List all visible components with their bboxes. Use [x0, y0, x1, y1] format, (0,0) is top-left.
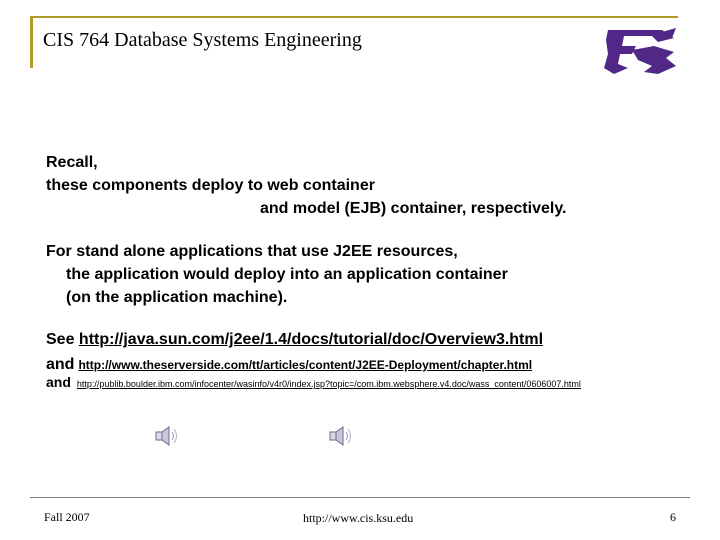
footer-divider [30, 497, 690, 498]
body-line-deploy: the application would deploy into an application container [66, 266, 508, 283]
wildcat-logo-icon [602, 24, 680, 80]
see-prefix: See [46, 331, 79, 348]
link-ibm-infocenter[interactable]: http://publib.boulder.ibm.com/infocenter/wasinfo/v4r0/index.jsp?topic=/com.ibm.websphere.v4.doc/wass_content/0606007.html [76, 379, 581, 389]
slide-title: CIS 764 Database Systems Engineering [43, 29, 362, 51]
footer-date: Fall 2007 [44, 510, 90, 524]
footer-url: http://www.cis.ksu.edu [303, 511, 414, 525]
speaker-icon[interactable] [154, 424, 182, 448]
see-reference [46, 331, 543, 349]
body-line-recall: Recall, [46, 154, 98, 171]
body-line-machine: (on the application machine). [66, 289, 288, 306]
link-sun-tutorial[interactable]: http://java.sun.com/j2ee/1.4/docs/tutorial/doc/Overview3.html [78, 331, 544, 348]
page-number: 6 [670, 510, 676, 524]
speaker-icon[interactable] [328, 424, 356, 448]
header-accent-horizontal [30, 16, 678, 18]
header-accent-vertical [30, 16, 33, 68]
link-theserverside[interactable]: http://www.theserverside.com/tt/articles/content/J2EE-Deployment/chapter.html [78, 358, 533, 372]
body-line-components: these components deploy to web container [46, 177, 375, 194]
body-line-model: and model (EJB) container, respectively. [260, 200, 567, 217]
body-line-standalone: For stand alone applications that use J2EE resources, [46, 243, 458, 260]
and-reference-1 [46, 356, 532, 374]
and-reference-2 [46, 374, 581, 392]
and-label: and [46, 374, 71, 390]
and-label: and [46, 356, 75, 373]
